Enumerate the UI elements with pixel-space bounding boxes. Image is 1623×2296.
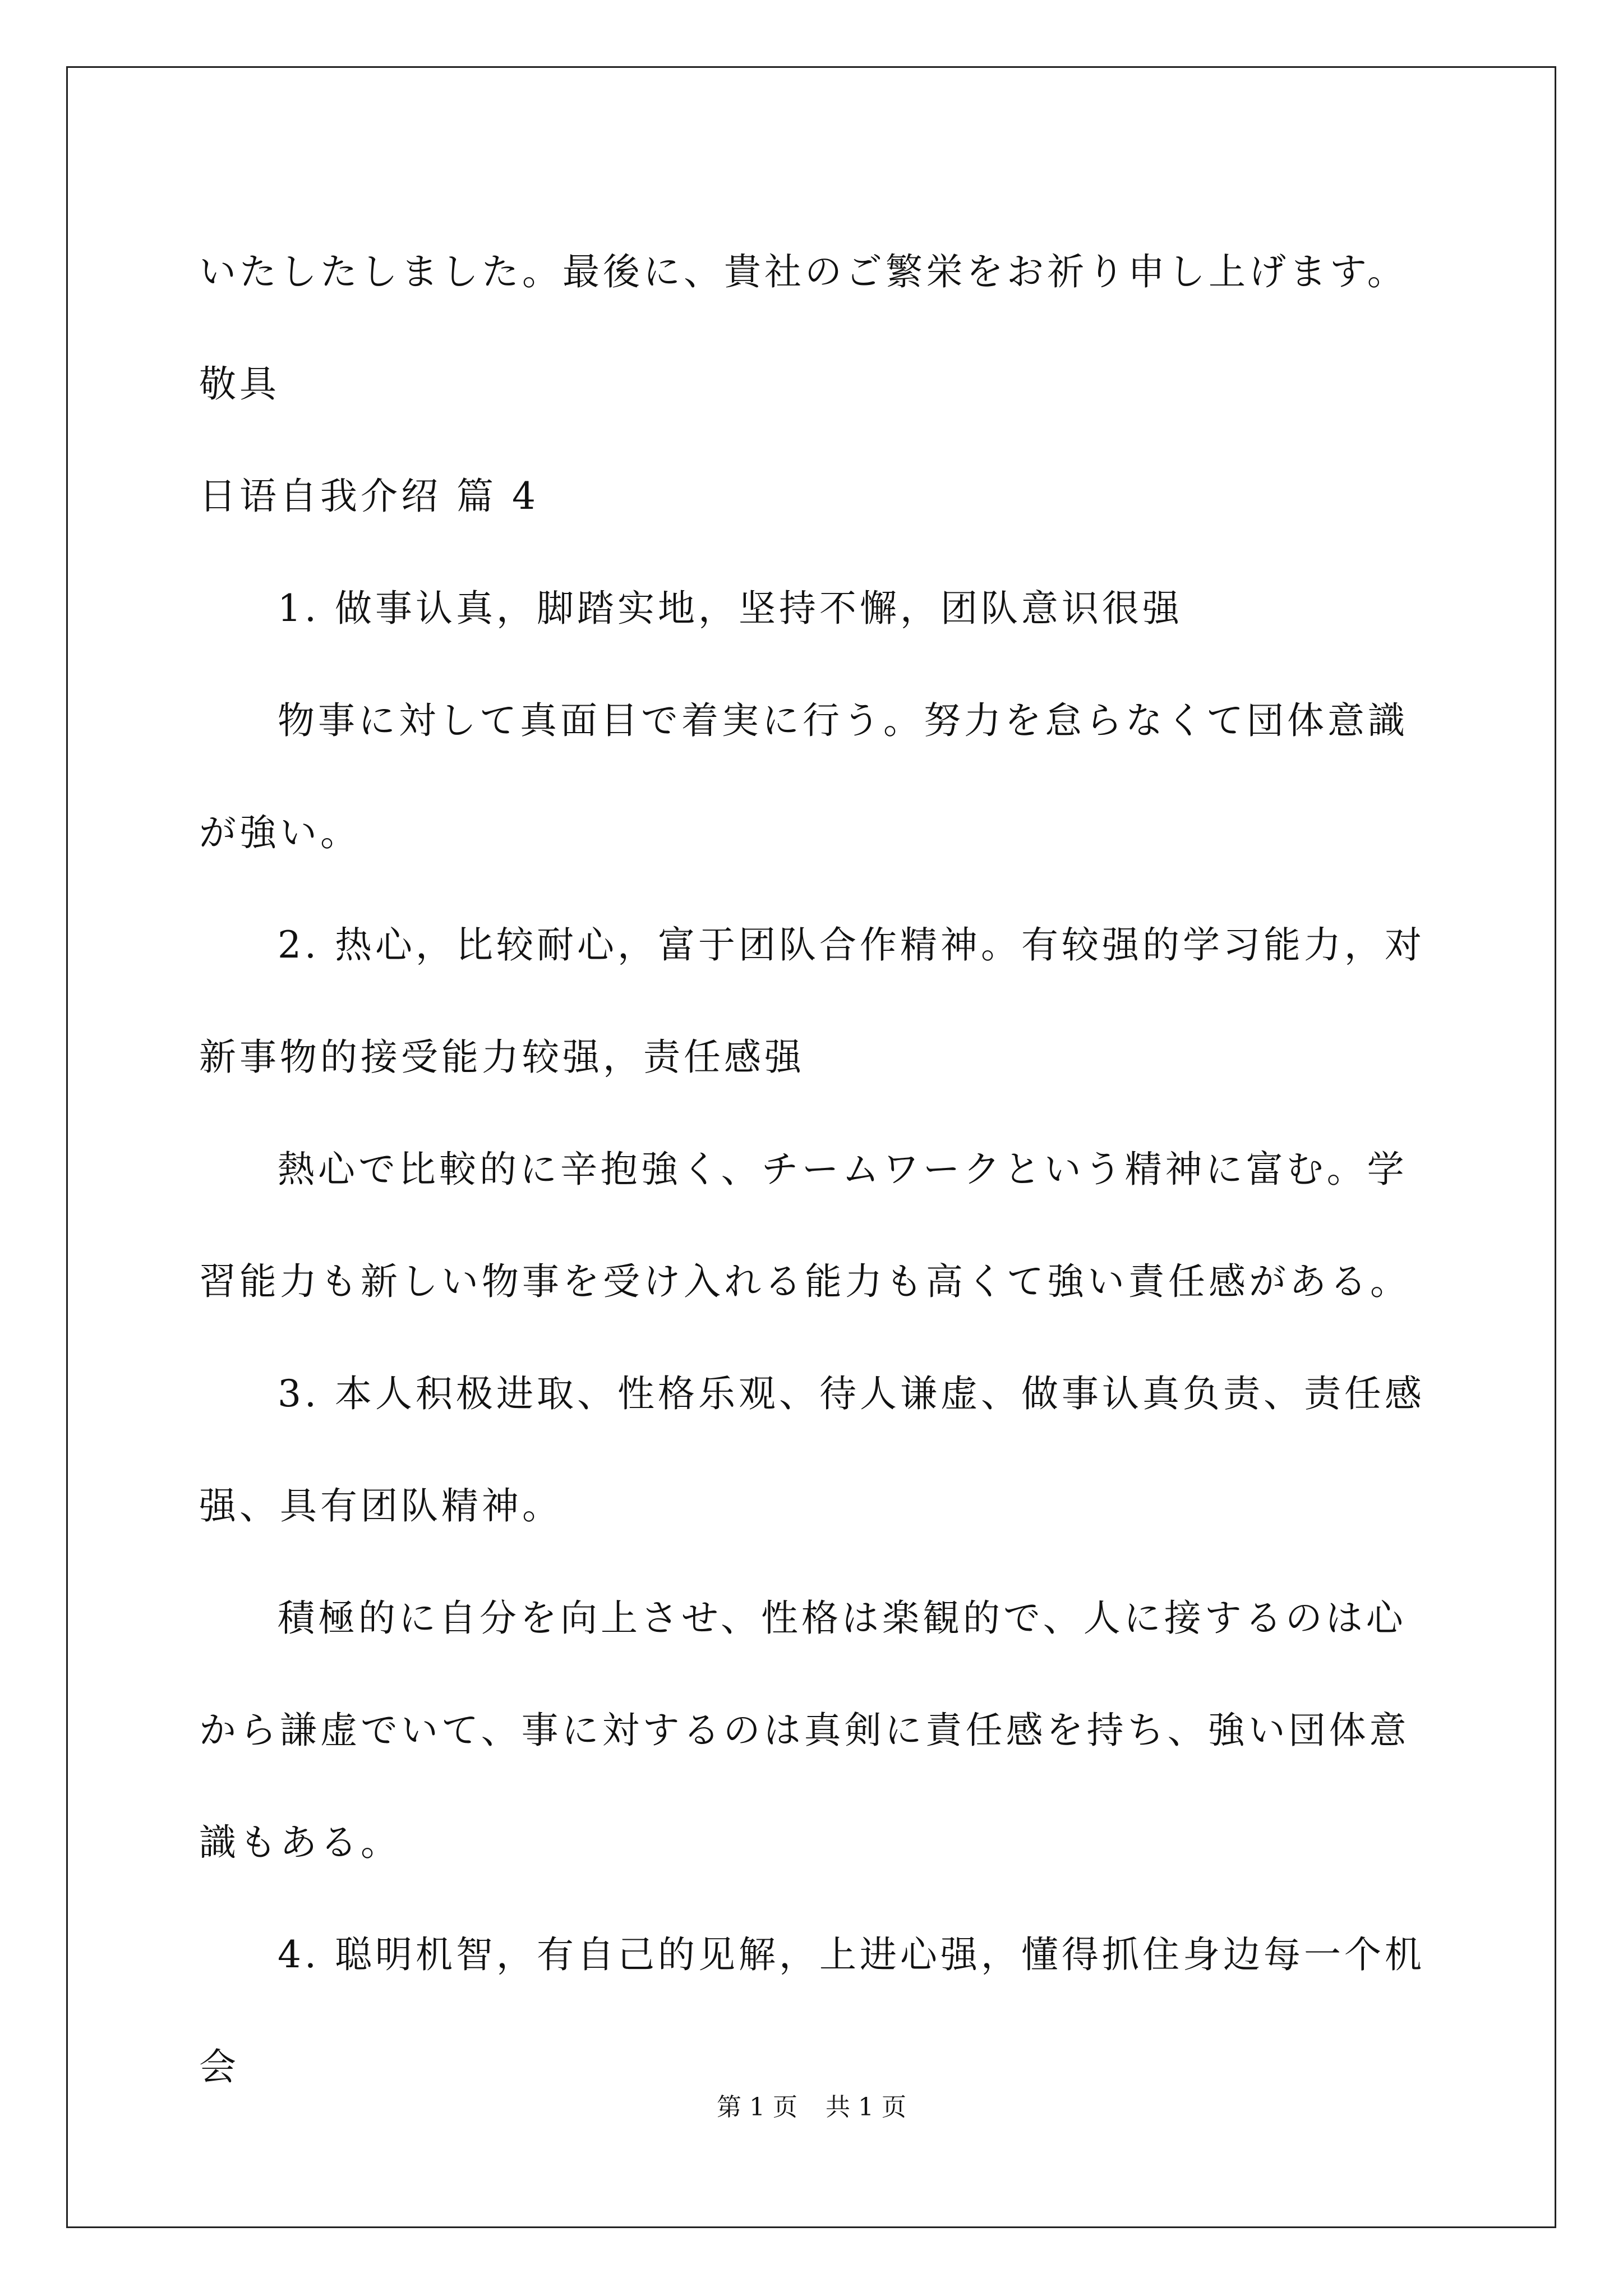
paragraph-item-2-cn: 2. 热心，比较耐心，富于团队合作精神。有较强的学习能力，对新事物的接受能力较强，责任感强 (199, 923, 1425, 1079)
document-body (199, 216, 1427, 2123)
paragraph-closing-line: いたしたしました。最後に、貴社のご繁栄をお祈り申し上げます。 (199, 250, 1408, 293)
page-footer (0, 2087, 1623, 2123)
paragraph-item-3-jp: 積極的に自分を向上させ、性格は楽観的で、人に接するのは心から謙虚でいて、事に対するのは真剣に責任感を持ち、強い団体意識もある。 (199, 1596, 1410, 1864)
paragraph-item-2-jp: 熱心で比較的に辛抱強く、チームワークという精神に富む。学習能力も新しい物事を受け入れる能力も高くて強い責任感がある。 (199, 1148, 1410, 1303)
page-number-current: 第 1 页 (717, 2093, 797, 2122)
paragraph-sign-off: 敬具 (199, 362, 280, 406)
paragraph-item-1-jp: 物事に対して真面目で着実に行う。努力を怠らなくて団体意識が強い。 (199, 699, 1408, 854)
page-number-total: 共 1 页 (826, 2093, 906, 2122)
paragraph-item-4-cn: 4. 聪明机智，有自己的见解，上进心强，懂得抓住身边每一个机会 (199, 1933, 1425, 2088)
section-heading: 日语自我介绍 篇 4 (199, 475, 539, 518)
paragraph-item-1-cn: 1. 做事认真，脚踏实地，坚持不懈，团队意识很强 (278, 587, 1183, 630)
paragraph-item-3-cn: 3. 本人积极进取、性格乐观、待人谦虚、做事认真负责、责任感强、具有团队精神。 (199, 1372, 1425, 1527)
